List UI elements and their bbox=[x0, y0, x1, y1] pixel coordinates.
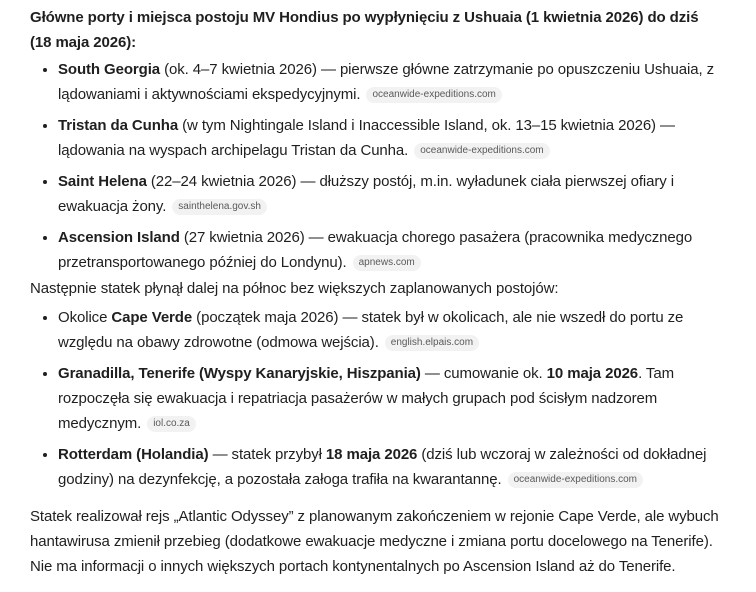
source-chip[interactable]: oceanwide-expeditions.com bbox=[414, 143, 549, 159]
transition-text: Następnie statek płynął dalej na północ bez większych zaplanowanych postojów: bbox=[30, 280, 559, 297]
list-item bbox=[58, 113, 720, 163]
port-description: — cumowanie ok. bbox=[420, 365, 547, 382]
port-description: — statek przybył bbox=[208, 446, 326, 463]
source-chip[interactable]: english.elpais.com bbox=[385, 335, 479, 351]
port-description: (22–24 kwietnia 2026) — dłuższy postój, m.in. wyładunek ciała pierwszej ofiary i ewakuacja żony. bbox=[58, 173, 674, 215]
port-description: (w tym Nightingale Island i Inaccessible Island, ok. 13–15 kwietnia 2026) — lądowania na wyspach archipelagu Tristan da Cunha. bbox=[58, 117, 675, 159]
source-chip[interactable]: iol.co.za bbox=[147, 416, 196, 432]
list-item bbox=[58, 305, 720, 355]
port-description: . Tam rozpoczęła się ewakuacja i repatriacja pasażerów w małych grupach pod ścisłym nadzorem medycznym. bbox=[58, 365, 674, 432]
source-chip[interactable]: sainthelena.gov.sh bbox=[172, 199, 267, 215]
chat-response bbox=[30, 5, 720, 579]
port-name: Cape Verde bbox=[111, 309, 193, 326]
list-item bbox=[58, 57, 720, 107]
source-chip[interactable]: apnews.com bbox=[353, 255, 421, 271]
intro-heading: Główne porty i miejsca postoju MV Hondius po wypłynięciu z Ushuaia (1 kwietnia 2026) do dziś (18 maja 2026): bbox=[30, 9, 699, 51]
list-item bbox=[58, 225, 720, 275]
port-description: (27 kwietnia 2026) — ewakuacja chorego pasażera (pracownika medycznego przetransportowanego później do Londynu). bbox=[58, 229, 693, 271]
date-text: 10 maja 2026 bbox=[546, 365, 639, 382]
list-item bbox=[58, 361, 720, 436]
source-chip[interactable]: oceanwide-expeditions.com bbox=[366, 87, 501, 103]
list-item bbox=[58, 442, 720, 492]
port-description: (ok. 4–7 kwietnia 2026) — pierwsze główne zatrzymanie po opuszczeniu Ushuaia, z lądowaniami i aktywnościami ekspedycyjnymi. bbox=[58, 61, 714, 103]
list-item bbox=[58, 169, 720, 219]
port-description: (dziś lub wczoraj w zależności od dokładnej godziny) na dezynfekcję, a pozostała załoga trafiła na kwarantannę. bbox=[58, 446, 707, 488]
ports-list bbox=[30, 57, 720, 275]
port-name: Granadilla, Tenerife (Wyspy Kanaryjskie, Hiszpania) bbox=[58, 365, 421, 382]
port-name: South Georgia bbox=[58, 61, 161, 78]
port-name: Saint Helena bbox=[58, 173, 147, 190]
ports-list-north bbox=[30, 305, 720, 492]
source-chip[interactable]: oceanwide-expeditions.com bbox=[508, 472, 643, 488]
port-name: Tristan da Cunha bbox=[58, 117, 179, 134]
closing-paragraph: Statek realizował rejs „Atlantic Odyssey” z planowanym zakończeniem w rejonie Cape Verde, ale wybuch hantawirusa zmienił przebieg (dodatkowe ewakuacje medyczne i zmiana portu docelowego na Tenerife). Nie ma informacji o innych większych portach kontynentalnych po Ascension Island aż do Tenerife. bbox=[30, 508, 719, 575]
port-name: Ascension Island bbox=[58, 229, 180, 246]
date-text: 18 maja 2026 bbox=[325, 446, 418, 463]
port-name: Rotterdam (Holandia) bbox=[58, 446, 209, 463]
port-description: (początek maja 2026) — statek był w okolicach, ale nie wszedł do portu ze względu na obawy zdrowotne (odmowa wejścia). bbox=[58, 309, 684, 351]
prefix-text: Okolice bbox=[58, 309, 112, 326]
